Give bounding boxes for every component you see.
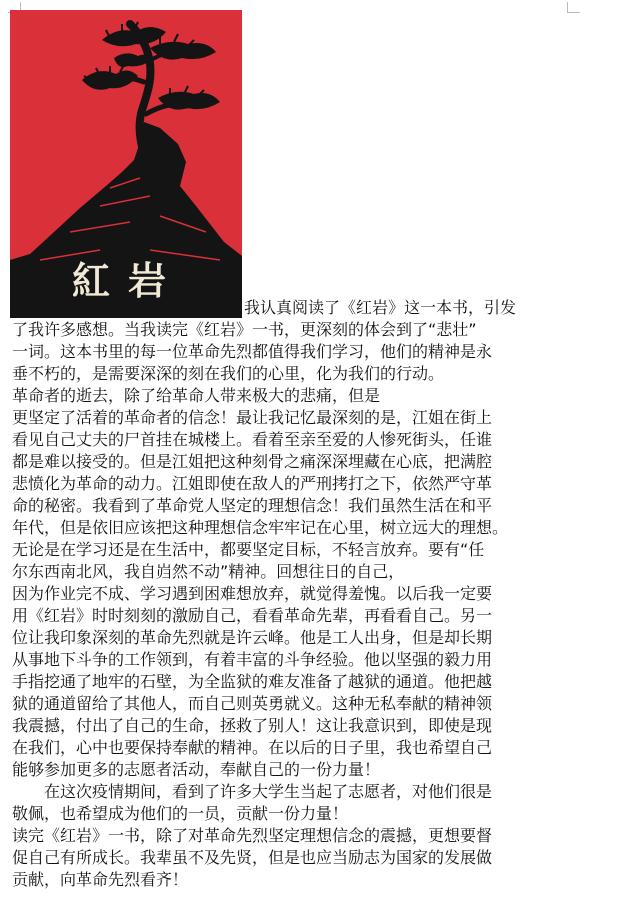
text-line: 更坚定了活着的革命者的信念！最让我记忆最深刻的是，江姐在街上 xyxy=(12,408,493,427)
text-line: 敬佩，也希望成为他们的一员，贡献一份力量！ xyxy=(12,804,349,823)
text-line: 命的秘密。我看到了革命党人坚定的理想信念！我们虽然生活在和平 xyxy=(12,496,493,515)
text-line: 位让我印象深刻的革命先烈就是许云峰。他是工人出身，但是却长期 xyxy=(12,628,493,647)
book-cover-title: 紅岩 xyxy=(72,258,185,303)
text-line: 读完《红岩》一书，除了对革命先烈坚定理想信念的震撼，更想要督 xyxy=(12,826,493,845)
text-line: 因为作业完不成、学习遇到困难想放弃，就觉得羞愧。以后我一定要 xyxy=(12,584,493,603)
text-line: 促自己有所成长。我辈虽不及先贤，但是也应当励志为国家的发展做 xyxy=(12,848,493,867)
text-line: 从事地下斗争的工作领到，有着丰富的斗争经验。他以坚强的毅力用 xyxy=(12,650,493,669)
text-line: 垂不朽的，是需要深深的刻在我们的心里，化为我们的行动。 xyxy=(12,364,445,383)
text-line: 了我许多感想。当我读完《红岩》一书，更深刻的体会到了“悲壮” xyxy=(12,320,477,339)
text-line: 在我们，心中也要保持奉献的精神。在以后的日子里，我也希望自己 xyxy=(12,738,493,757)
book-cover-image xyxy=(10,10,242,318)
text-line: 狱的通道留给了其他人，而自己则英勇就义。这种无私奉献的精神领 xyxy=(12,694,493,713)
text-line: 贡献，向革命先烈看齐！ xyxy=(12,870,189,889)
text-line: 手指挖通了地牢的石壁，为全监狱的难友准备了越狱的通道。他把越 xyxy=(12,672,493,691)
text-line: 我认真阅读了《红岩》这一本书，引发 xyxy=(244,298,517,317)
text-line: 我震撼，付出了自己的生命，拯救了别人！这让我意识到，即使是现 xyxy=(12,716,493,735)
text-line: 年代，但是依旧应该把这种理想信念牢牢记在心里，树立远大的理想。 xyxy=(12,518,509,537)
text-line: 无论是在学习还是在生活中，都要坚定目标，不轻言放弃。要有“任 xyxy=(12,540,485,559)
text-line: 在这次疫情期间，看到了许多大学生当起了志愿者，对他们很是 xyxy=(44,782,493,801)
text-line: 用《红岩》时时刻刻的激励自己，看看革命先辈，再看看自己。另一 xyxy=(12,606,493,625)
page-corner-mark xyxy=(567,2,580,13)
text-line: 尔东西南北风，我自岿然不动”精神。回想往日的自己， xyxy=(12,562,405,581)
text-line: 看见自己丈夫的尸首挂在城楼上。看着至亲至爱的人惨死街头，任谁 xyxy=(12,430,493,449)
text-line: 悲愤化为革命的动力。江姐即使在敌人的严刑拷打之下，依然严守革 xyxy=(12,474,493,493)
text-line: 都是难以接受的。但是江姐把这种刻骨之痛深深埋藏在心底，把满腔 xyxy=(12,452,493,471)
text-line: 一词。这本书里的每一位革命先烈都值得我们学习，他们的精神是永 xyxy=(12,342,493,361)
text-line: 革命者的逝去，除了给革命人带来极大的悲痛，但是 xyxy=(12,386,381,405)
text-line: 能够参加更多的志愿者活动，奉献自己的一份力量！ xyxy=(12,760,381,779)
